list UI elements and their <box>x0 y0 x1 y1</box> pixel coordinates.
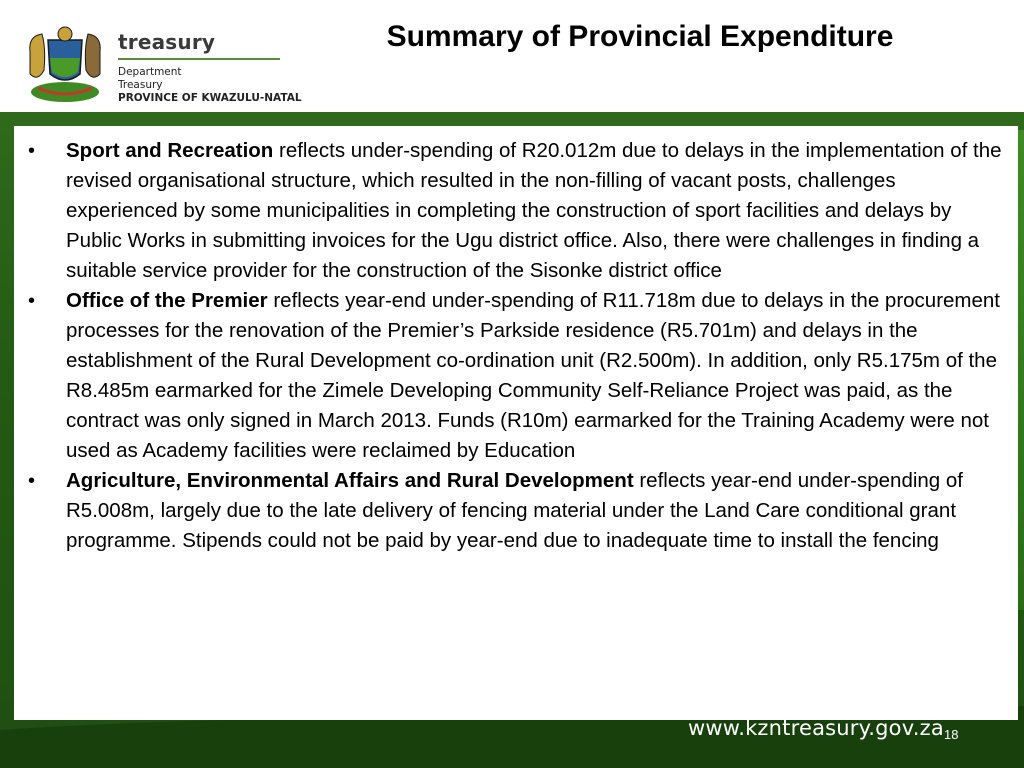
coat-of-arms-logo <box>20 22 110 106</box>
bullet-dot: • <box>28 470 36 492</box>
brand-department: Department <box>118 66 182 78</box>
brand-province: PROVINCE OF KWAZULU-NATAL <box>118 92 302 104</box>
bullet-text: reflects under-spending of R20.012m due to delays in the implementation of the revised organisational structure, which resulted in the non-filling of vacant posts, challenges experienced by some municipalities in completing the construction of sport facilities and delays by Public Works in submitting invoices for the Ugu district office. Also, there were challenges in finding a suitable service provider for the construction of the Sisonke district office <box>66 139 1002 282</box>
kzn-coat-of-arms-icon <box>20 22 110 106</box>
slide-title: Summary of Provincial Expenditure <box>386 20 894 53</box>
bullet-list <box>22 136 1006 556</box>
bullet-heading: Office of the Premier <box>66 289 268 312</box>
bullet-heading: Sport and Recreation <box>66 139 274 162</box>
brand-name: treasury <box>118 30 216 54</box>
brand-treasury: Treasury <box>118 79 163 91</box>
bullet-heading: Agriculture, Environmental Affairs and Rural Development <box>66 469 634 492</box>
footer-url[interactable]: www.kzntreasury.gov.za <box>688 716 944 740</box>
treasury-brand <box>118 30 318 105</box>
bullet-dot: • <box>28 290 36 312</box>
bullet-item <box>22 466 1006 556</box>
bullet-dot: • <box>28 140 36 162</box>
bullet-text: reflects year-end under-spending of R5.008m, largely due to the late delivery of fencing material under the Land Care conditional grant programme. Stipends could not be paid by year-end due to inadequate time to install the fencing <box>66 469 963 552</box>
bullet-item <box>22 286 1006 466</box>
bullet-item <box>22 136 1006 286</box>
brand-divider <box>118 58 280 60</box>
bullet-text: reflects year-end under-spending of R11.718m due to delays in the procurement processes for the renovation of the Premier’s Parkside residence (R5.701m) and delays in the establishment of the Rural Development co-ordination unit (R2.500m). In addition, only R5.175m of the R8.485m earmarked for the Zimele Developing Community Self-Reliance Project was paid, as the contract was only signed in March 2013. Funds (R10m) earmarked for the Training Academy were not used as Academy facilities were reclaimed by Education <box>66 289 1000 462</box>
page-number: 18 <box>944 727 959 742</box>
